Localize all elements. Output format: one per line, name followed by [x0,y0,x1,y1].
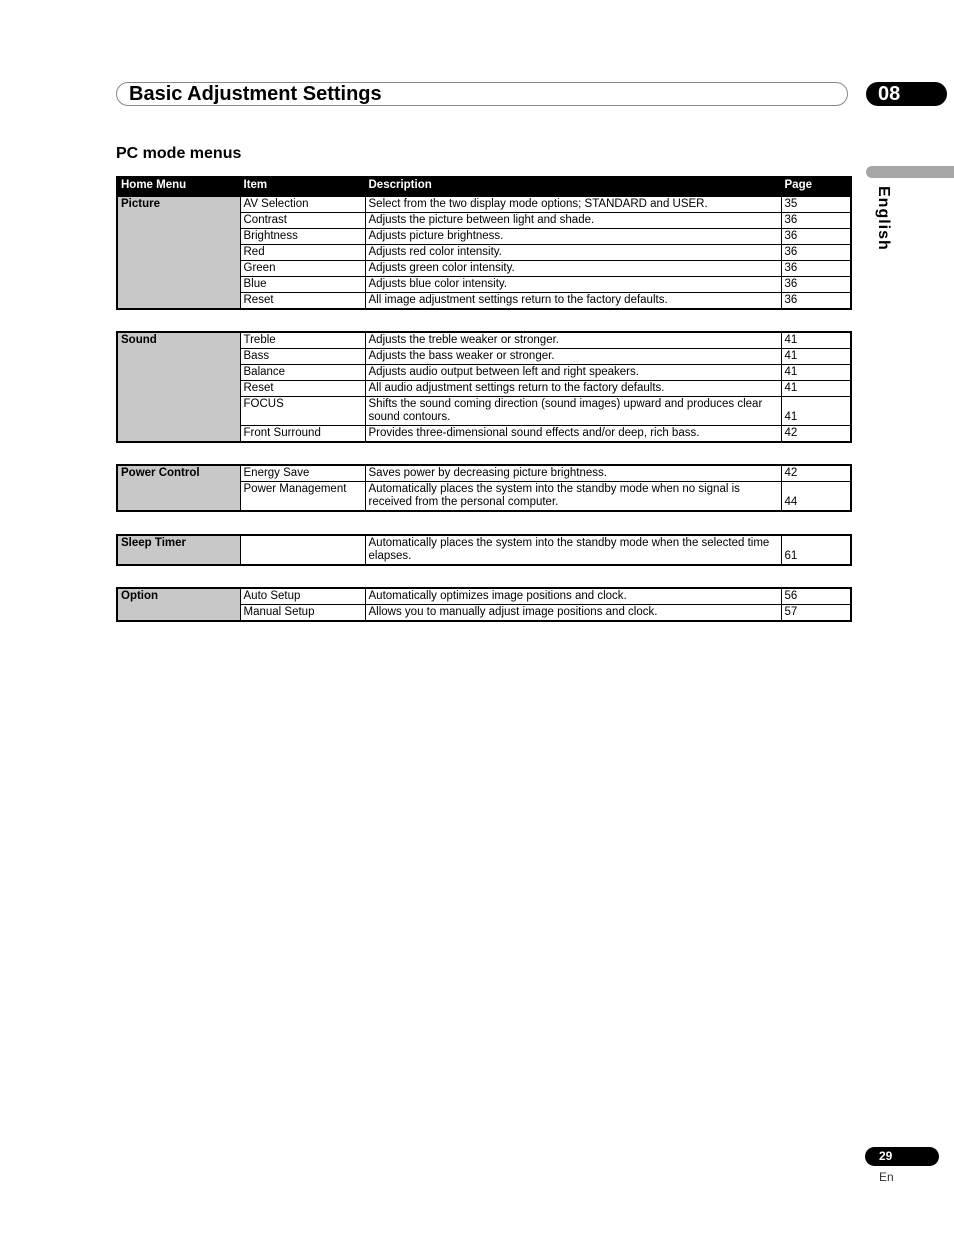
page-number: 29 [865,1147,939,1166]
page-cell: 41 [781,397,851,426]
description-cell: Adjusts picture brightness. [365,229,781,245]
item-cell: Reset [240,293,365,310]
table-row [117,535,851,565]
table-row [117,197,851,213]
page-title: Basic Adjustment Settings [129,83,382,105]
menu-name: Option [117,588,240,621]
table-row [117,588,851,605]
column-header-item: Item [240,177,365,197]
description-cell: Adjusts red color intensity. [365,245,781,261]
page-cell: 41 [781,365,851,381]
chapter-badge: 08 [866,82,947,106]
section-title: PC mode menus [116,145,242,162]
description-cell: All audio adjustment settings return to the factory defaults. [365,381,781,397]
description-cell: Adjusts the bass weaker or stronger. [365,349,781,365]
option-menu-table [116,587,852,622]
item-cell: FOCUS [240,397,365,426]
page-cell: 42 [781,426,851,443]
page-cell: 36 [781,261,851,277]
description-cell: All image adjustment settings return to the factory defaults. [365,293,781,310]
picture-menu-table [116,176,852,310]
page-cell: 41 [781,349,851,365]
page-cell: 36 [781,277,851,293]
item-cell: Front Surround [240,426,365,443]
menu-name: Sleep Timer [117,535,240,565]
table-row [117,465,851,482]
page-cell: 42 [781,465,851,482]
description-cell: Allows you to manually adjust image positions and clock. [365,605,781,622]
page-cell: 36 [781,229,851,245]
item-cell: Red [240,245,365,261]
description-cell: Adjusts blue color intensity. [365,277,781,293]
page-cell: 36 [781,293,851,310]
item-cell: Contrast [240,213,365,229]
sleep-timer-menu-table [116,534,852,566]
menu-name: Power Control [117,465,240,511]
description-cell: Automatically optimizes image positions and clock. [365,588,781,605]
item-cell: Energy Save [240,465,365,482]
table-row [117,332,851,349]
table-header-row [117,177,851,197]
power-control-menu-table [116,464,852,512]
description-cell: Adjusts the picture between light and shade. [365,213,781,229]
description-cell: Adjusts the treble weaker or stronger. [365,332,781,349]
page-cell: 36 [781,245,851,261]
description-cell: Automatically places the system into the standby mode when the selected time elapses. [365,535,781,565]
column-header-home-menu: Home Menu [117,177,240,197]
item-cell: Brightness [240,229,365,245]
item-cell: Reset [240,381,365,397]
page-cell: 36 [781,213,851,229]
page-cell: 44 [781,482,851,512]
description-cell: Automatically places the system into the standby mode when no signal is received from the personal computer. [365,482,781,512]
menu-name: Sound [117,332,240,442]
sound-menu-table [116,331,852,443]
description-cell: Provides three-dimensional sound effects and/or deep, rich bass. [365,426,781,443]
page-cell: 35 [781,197,851,213]
item-cell: Power Management [240,482,365,512]
description-cell: Shifts the sound coming direction (sound images) upward and produces clear sound contours. [365,397,781,426]
language-label: English [875,186,892,251]
item-cell: Manual Setup [240,605,365,622]
item-cell: AV Selection [240,197,365,213]
item-cell [240,535,365,565]
description-cell: Saves power by decreasing picture brightness. [365,465,781,482]
page-cell: 56 [781,588,851,605]
item-cell: Bass [240,349,365,365]
item-cell: Balance [240,365,365,381]
description-cell: Adjusts green color intensity. [365,261,781,277]
column-header-page: Page [781,177,851,197]
item-cell: Green [240,261,365,277]
column-header-description: Description [365,177,781,197]
header-bar [116,82,848,106]
language-tab [866,166,954,178]
item-cell: Blue [240,277,365,293]
page-cell: 41 [781,381,851,397]
page-cell: 57 [781,605,851,622]
item-cell: Treble [240,332,365,349]
page-language-code: En [879,1170,894,1184]
description-cell: Adjusts audio output between left and right speakers. [365,365,781,381]
menu-name: Picture [117,197,240,310]
page-cell: 61 [781,535,851,565]
page-cell: 41 [781,332,851,349]
item-cell: Auto Setup [240,588,365,605]
description-cell: Select from the two display mode options; STANDARD and USER. [365,197,781,213]
